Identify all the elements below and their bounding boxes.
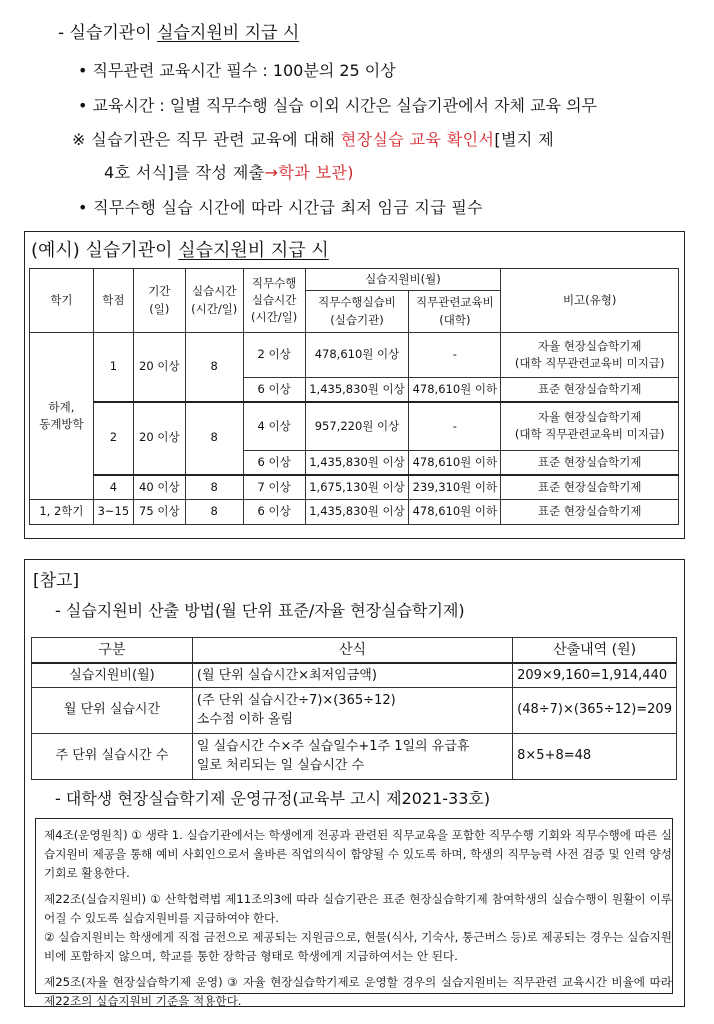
example-title-underlined: 실습지원비 지급 시 xyxy=(178,240,329,261)
calc-label: 실습지원비(월) xyxy=(32,663,193,687)
table-cell: 1, 2학기 xyxy=(30,500,94,525)
header-support: 실습지원비(월) xyxy=(305,269,501,291)
bullet-training-hours: • 교육시간 : 일별 직무수행 실습 이외 시간은 실습기관에서 자체 교육 의무 xyxy=(78,96,597,115)
table-cell: 478,610원 이하 xyxy=(409,500,501,525)
header-job-hours: 직무수행 실습시간 (시간/일) xyxy=(243,269,305,333)
table-cell: 20 이상 xyxy=(133,333,185,402)
regulation-art22-1: 제22조(실습지원비) ① 산학협력법 제11조의3에 따라 실습기관은 표준 현장실습학기제 참여학생의 실습수행이 원활이 이루어질 수 있도록 실습지원비를 지급하여야 한다. xyxy=(44,892,672,925)
table-cell: 8 xyxy=(185,402,243,475)
table-cell: 1,435,830원 이상 xyxy=(305,451,409,475)
calc-formula: 일 실습시간 수×주 실습일수+1주 1일의 유급휴 일로 처리되는 일 실습시간 수 xyxy=(192,733,512,779)
reference-subtitle: - 실습지원비 산출 방법(월 단위 표준/자율 현장실습학기제) xyxy=(55,601,465,620)
table-cell-remark: 자율 현장실습학기제 (대학 직무관련교육비 미지급) xyxy=(501,333,679,378)
table-cell: 6 이상 xyxy=(243,378,305,402)
calc-head-result: 산출내역 (원) xyxy=(513,638,677,664)
note2-prefix: 4호 서식]를 작성 제출 xyxy=(104,163,265,182)
calc-head-formula: 산식 xyxy=(192,638,512,664)
regulation-art4: 제4조(운영원칙) ① 생략 1. 실습기관에서는 학생에게 전공과 관련된 직무교육을 포함한 직무수행 기회와 직무수행에 따른 실습지원비 제공을 통해 예비 사회인으로서 올바른 직업의식이 함양될 수 있도록 하며, 학생의 직무능력 사전 검증 및 인력 양성 기회로 활용한다. xyxy=(44,828,672,880)
table-cell: 40 이상 xyxy=(133,475,185,500)
header-semester: 학기 xyxy=(30,269,94,333)
table-cell: 6 이상 xyxy=(243,500,305,525)
table-cell: - xyxy=(409,402,501,451)
reference-box xyxy=(24,559,685,1007)
semester-summer: 하계, 동계방학 xyxy=(30,333,94,500)
table-cell-remark: 표준 현장실습학기제 xyxy=(501,451,679,475)
table-cell: 239,310원 이하 xyxy=(409,475,501,500)
table-cell: 20 이상 xyxy=(133,402,185,475)
example-box xyxy=(24,231,685,539)
table-cell: 2 이상 xyxy=(243,333,305,378)
table-cell: 6 이상 xyxy=(243,451,305,475)
header-support-job: 직무수행실습비 (실습기관) xyxy=(305,291,409,333)
header-line-1-prefix: - 실습기관이 xyxy=(58,23,158,43)
header-period: 기간 (일) xyxy=(133,269,185,333)
calc-label: 월 단위 실습시간 xyxy=(32,687,193,733)
calc-result: 8×5+8=48 xyxy=(513,733,677,779)
example-table xyxy=(29,268,679,525)
table-cell: 3~15 xyxy=(93,500,133,525)
regulation-art22-2: ② 실습지원비는 학생에게 직접 금전으로 제공되는 지원금으로, 현물(식사, 기숙사, 통근버스 등)로 제공되는 경우는 실습지원비에 포함하지 않으며, 학교를 통한 장학금 형태로 학생에게 지급하여서는 안 된다. xyxy=(44,930,672,963)
example-title-prefix: (예시) 실습기관이 xyxy=(31,240,179,261)
table-cell: 8 xyxy=(185,333,243,402)
bullet-required-hours: • 직무관련 교육시간 필수 : 100분의 25 이상 xyxy=(78,61,396,80)
note2-red-text: →학과 보관) xyxy=(264,163,354,182)
reference-title: [참고] xyxy=(33,571,80,591)
table-cell-remark: 표준 현장실습학기제 xyxy=(501,475,679,500)
table-cell: 1,675,130원 이상 xyxy=(305,475,409,500)
table-cell: 7 이상 xyxy=(243,475,305,500)
regulation-title: - 대학생 현장실습학기제 운영규정(교육부 고시 제2021-33호) xyxy=(55,789,491,808)
table-cell: 75 이상 xyxy=(133,500,185,525)
header-line-1-underlined: 실습지원비 지급 시 xyxy=(157,23,300,43)
calc-formula: (주 단위 실습시간÷7)×(365÷12) 소수점 이하 올림 xyxy=(192,687,512,733)
header-line-1 xyxy=(58,18,299,43)
calc-result: 209×9,160=1,914,440 xyxy=(513,663,677,687)
header-support-edu: 직무관련교육비 (대학) xyxy=(409,291,501,333)
note-red-text: 현장실습 교육 확인서 xyxy=(340,130,495,149)
table-cell: 8 xyxy=(185,500,243,525)
header-credit: 학점 xyxy=(93,269,133,333)
bullet-min-wage: • 직무수행 실습 시간에 따라 시간급 최저 임금 지급 필수 xyxy=(78,198,483,217)
table-cell: 8 xyxy=(185,475,243,500)
table-cell-remark: 표준 현장실습학기제 xyxy=(501,500,679,525)
table-cell: 4 xyxy=(93,475,133,500)
calc-table xyxy=(31,637,677,780)
calc-head-category: 구분 xyxy=(32,638,193,664)
header-remark: 비고(유형) xyxy=(501,269,679,333)
table-cell: 478,610원 이하 xyxy=(409,451,501,475)
table-cell: 1 xyxy=(93,333,133,402)
calc-result: (48÷7)×(365÷12)=209 xyxy=(513,687,677,733)
table-cell: 478,610원 이상 xyxy=(305,333,409,378)
regulation-box xyxy=(35,818,673,1008)
table-cell-remark: 표준 현장실습학기제 xyxy=(501,378,679,402)
calc-formula: (월 단위 실습시간×최저임금액) xyxy=(192,663,512,687)
table-cell: 4 이상 xyxy=(243,402,305,451)
header-hours: 실습시간 (시간/일) xyxy=(185,269,243,333)
note-line-1 xyxy=(72,127,554,150)
note-suffix: [별지 제 xyxy=(494,130,555,149)
table-cell: 1,435,830원 이상 xyxy=(305,378,409,402)
example-title xyxy=(31,236,329,262)
table-cell-remark: 자율 현장실습학기제 (대학 직무관련교육비 미지급) xyxy=(501,402,679,451)
note-prefix: ※ 실습기관은 직무 관련 교육에 대해 xyxy=(72,130,341,149)
table-cell: - xyxy=(409,333,501,378)
note-line-2 xyxy=(104,160,354,183)
table-cell: 1,435,830원 이상 xyxy=(305,500,409,525)
calc-label: 주 단위 실습시간 수 xyxy=(32,733,193,779)
table-cell: 478,610원 이하 xyxy=(409,378,501,402)
table-cell: 957,220원 이상 xyxy=(305,402,409,451)
table-cell: 2 xyxy=(93,402,133,475)
regulation-art25: 제25조(자율 현장실습학기제 운영) ③ 자율 현장실습학기제로 운영할 경우의 실습지원비는 직무관련 교육시간 비율에 따라 제22조의 실습지원비 기준을 적용한다. xyxy=(44,975,672,1008)
